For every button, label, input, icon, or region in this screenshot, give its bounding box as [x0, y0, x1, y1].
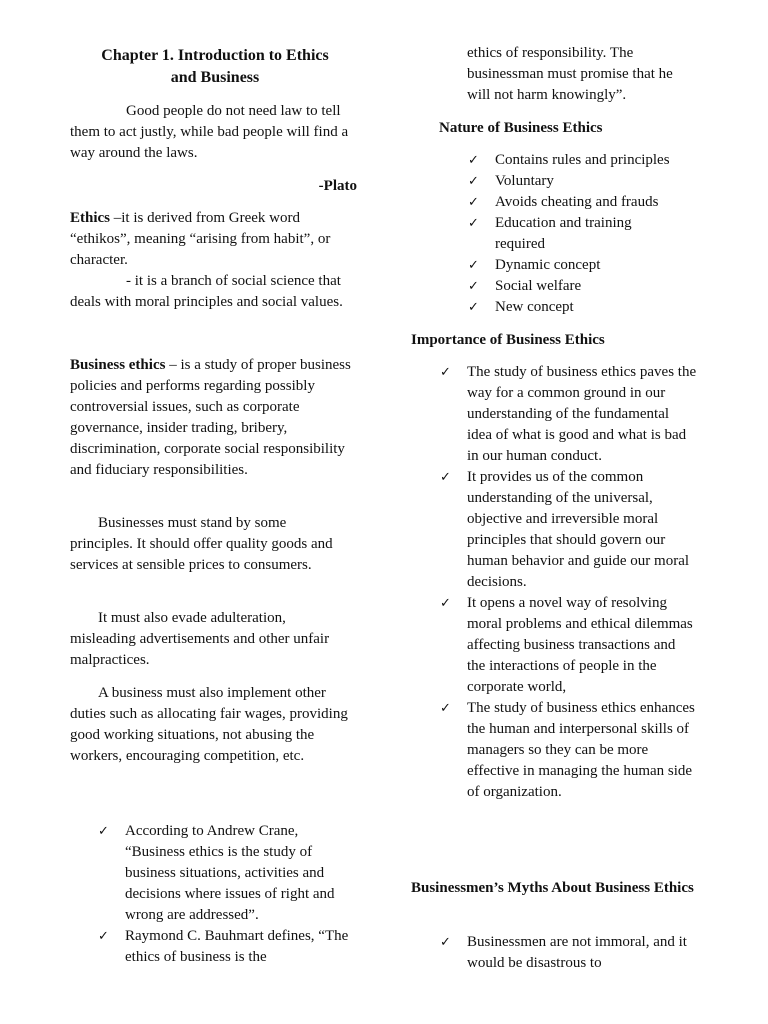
continuation-text: ethics of responsibility. The businessman must promise that he will not harm knowingly”.	[467, 45, 673, 103]
quote-author: -Plato	[318, 178, 357, 194]
myths-heading: Businessmen’s Myths About Business Ethics	[411, 880, 694, 896]
paragraph-principles: Businesses must stand by some principles. It should offer quality goods and services at sensible prices to consumers.	[70, 515, 333, 573]
business-ethics-definition	[70, 355, 360, 481]
check-icon: ✓	[440, 935, 451, 950]
importance-heading: Importance of Business Ethics	[411, 332, 605, 348]
list-item-text: Businessmen are not immoral, and it would be disastrous to	[467, 934, 687, 971]
list-item	[468, 192, 705, 213]
check-icon: ✓	[468, 279, 479, 294]
check-icon: ✓	[440, 365, 451, 380]
ethics-definition	[70, 208, 360, 271]
list-item	[468, 255, 705, 276]
list-item-text: Social welfare	[495, 278, 582, 294]
check-icon: ✓	[98, 824, 109, 839]
nature-list	[468, 150, 705, 318]
ethics-def-1: –it is derived from Greek word “ethikos”, meaning “arising from habit”, or character.	[70, 210, 331, 268]
check-icon: ✓	[98, 929, 109, 944]
list-item	[98, 926, 360, 968]
list-item	[468, 213, 660, 255]
ethics-term: Ethics	[70, 210, 111, 226]
list-item-text: Avoids cheating and frauds	[495, 194, 659, 210]
check-icon: ✓	[468, 174, 479, 189]
list-item	[440, 698, 697, 803]
check-icon: ✓	[440, 596, 451, 611]
check-icon: ✓	[440, 701, 451, 716]
paragraph-malpractices: It must also evade adulteration, misleading advertisements and other unfair malpractices.	[70, 610, 330, 668]
list-item	[440, 467, 697, 593]
list-item-text: It provides us of the common understanding of the universal, objective and irreversible moral principles that should govern our human behavior and guide our moral decisions.	[467, 469, 690, 590]
myths-list	[440, 932, 697, 974]
list-item	[468, 150, 705, 171]
check-icon: ✓	[468, 300, 479, 315]
check-icon: ✓	[468, 153, 479, 168]
check-icon: ✓	[440, 470, 451, 485]
importance-list	[440, 362, 697, 803]
paragraph-duties: A business must also implement other duties such as allocating fair wages, providing good working situations, not abusing the workers, encouraging competition, etc.	[70, 685, 348, 764]
left-bullet-list	[98, 821, 360, 968]
check-icon: ✓	[468, 195, 479, 210]
list-item	[440, 362, 697, 467]
list-item-text: The study of business ethics paves the way for a common ground in our understanding of the fundamental idea of what is good and what is bad in our human conduct.	[467, 364, 697, 464]
list-item	[440, 593, 697, 698]
list-item	[468, 276, 705, 297]
list-item-text: According to Andrew Crane, “Business ethics is the study of business situations, activities and decisions where issues of right and wrong are addressed”.	[125, 823, 335, 923]
business-ethics-def: – is a study of proper business policies and performs regarding possibly controversial issues, such as corporate governance, insider trading, bribery, discrimination, corporate social responsibility and fiduciary responsibilities.	[70, 357, 351, 478]
check-icon: ✓	[468, 216, 479, 231]
list-item-text: Voluntary	[495, 173, 554, 189]
title-line-2: and Business	[170, 69, 260, 86]
list-item-text: New concept	[495, 299, 574, 315]
business-ethics-term: Business ethics	[70, 357, 166, 373]
title-line-1: Chapter 1. Introduction to Ethics	[101, 47, 329, 64]
list-item	[98, 821, 360, 926]
list-item-text: Contains rules and principles	[495, 152, 670, 168]
list-item	[468, 171, 705, 192]
ethics-definition-2: - it is a branch of social science that deals with moral principles and social values.	[70, 273, 343, 310]
list-item-text: Raymond C. Bauhmart defines, “The ethics of business is the	[125, 928, 349, 965]
list-item-text: The study of business ethics enhances the human and interpersonal skills of managers so they can be more effective in managing the human side of organization.	[467, 700, 695, 800]
list-item	[468, 297, 705, 318]
nature-heading: Nature of Business Ethics	[439, 120, 603, 136]
list-item-text: Dynamic concept	[495, 257, 601, 273]
plato-quote: Good people do not need law to tell them to act justly, while bad people will find a way around the laws.	[70, 103, 349, 161]
list-item	[440, 932, 697, 974]
page-title	[70, 45, 360, 89]
list-item-text: Education and training required	[495, 215, 632, 252]
list-item-text: It opens a novel way of resolving moral problems and ethical dilemmas affecting business transactions and the interactions of people in the corporate world,	[467, 595, 693, 695]
check-icon: ✓	[468, 258, 479, 273]
